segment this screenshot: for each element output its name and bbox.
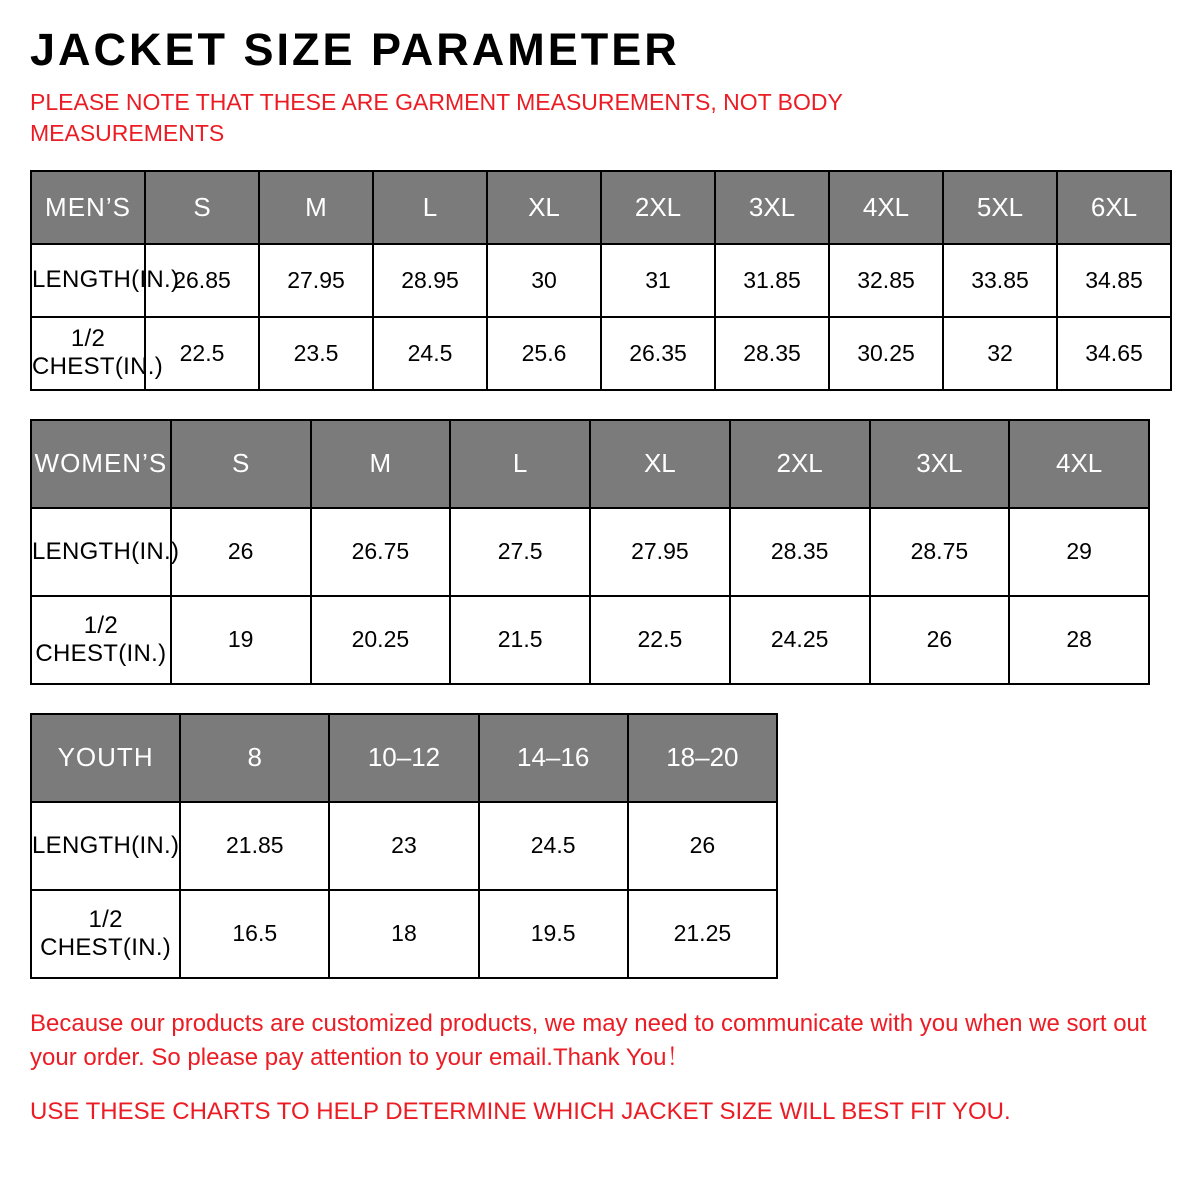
womens-cell: 28	[1009, 596, 1149, 684]
womens-cell: 22.5	[590, 596, 730, 684]
youth-cell: 16.5	[180, 890, 329, 978]
table-row	[31, 244, 1171, 317]
womens-cell: 26	[870, 596, 1010, 684]
youth-size-header: 18–20	[628, 714, 777, 802]
mens-size-header: 6XL	[1057, 171, 1171, 244]
youth-table-label: YOUTH	[31, 714, 180, 802]
youth-cell: 24.5	[479, 802, 628, 890]
measurement-note: PLEASE NOTE THAT THESE ARE GARMENT MEASUREMENTS, NOT BODY MEASUREMENTS	[30, 89, 843, 146]
mens-size-header: 3XL	[715, 171, 829, 244]
table-row	[31, 802, 777, 890]
womens-row-label: 1/2 CHEST(IN.)	[31, 596, 171, 684]
womens-size-header: 4XL	[1009, 420, 1149, 508]
womens-size-header: M	[311, 420, 451, 508]
table-row	[31, 508, 1149, 596]
mens-cell: 26.85	[145, 244, 259, 317]
womens-cell: 27.5	[450, 508, 590, 596]
mens-cell: 30.25	[829, 317, 943, 390]
table-row	[31, 890, 777, 978]
mens-size-header: S	[145, 171, 259, 244]
youth-size-table	[30, 713, 778, 979]
mens-size-table	[30, 170, 1172, 391]
mens-cell: 28.95	[373, 244, 487, 317]
mens-cell: 23.5	[259, 317, 373, 390]
mens-size-header: 2XL	[601, 171, 715, 244]
mens-row-label: 1/2 CHEST(IN.)	[31, 317, 145, 390]
mens-table-label: MEN’S	[31, 171, 145, 244]
mens-cell: 24.5	[373, 317, 487, 390]
womens-cell: 26	[171, 508, 311, 596]
youth-size-header: 10–12	[329, 714, 478, 802]
womens-size-header: L	[450, 420, 590, 508]
youth-cell: 21.25	[628, 890, 777, 978]
womens-cell: 28.35	[730, 508, 870, 596]
mens-size-header: XL	[487, 171, 601, 244]
table-header-row	[31, 171, 1171, 244]
mens-cell: 34.85	[1057, 244, 1171, 317]
page-title: JACKET SIZE PARAMETER	[30, 24, 680, 75]
womens-cell: 20.25	[311, 596, 451, 684]
footer-customization-note: Because our products are customized products, we may need to communicate with you when we sort out your order. So please pay attention to your email.Thank You！	[30, 1009, 1147, 1072]
mens-row-label: LENGTH(IN.)	[31, 244, 145, 317]
table-row	[31, 317, 1171, 390]
womens-cell: 27.95	[590, 508, 730, 596]
table-header-row	[31, 714, 777, 802]
mens-cell: 32	[943, 317, 1057, 390]
mens-cell: 31	[601, 244, 715, 317]
footer-chart-usage-note: USE THESE CHARTS TO HELP DETERMINE WHICH JACKET SIZE WILL BEST FIT YOU.	[30, 1098, 1011, 1126]
womens-size-header: 3XL	[870, 420, 1010, 508]
youth-row-label: 1/2 CHEST(IN.)	[31, 890, 180, 978]
youth-size-header: 14–16	[479, 714, 628, 802]
womens-size-header: 2XL	[730, 420, 870, 508]
youth-cell: 26	[628, 802, 777, 890]
womens-row-label: LENGTH(IN.)	[31, 508, 171, 596]
womens-cell: 29	[1009, 508, 1149, 596]
table-row	[31, 596, 1149, 684]
mens-cell: 26.35	[601, 317, 715, 390]
mens-cell: 27.95	[259, 244, 373, 317]
womens-size-header: S	[171, 420, 311, 508]
mens-cell: 28.35	[715, 317, 829, 390]
table-header-row	[31, 420, 1149, 508]
womens-cell: 19	[171, 596, 311, 684]
youth-cell: 19.5	[479, 890, 628, 978]
womens-table-label: WOMEN’S	[31, 420, 171, 508]
womens-cell: 21.5	[450, 596, 590, 684]
youth-cell: 23	[329, 802, 478, 890]
youth-row-label: LENGTH(IN.)	[31, 802, 180, 890]
youth-cell: 18	[329, 890, 478, 978]
womens-size-header: XL	[590, 420, 730, 508]
womens-cell: 24.25	[730, 596, 870, 684]
mens-cell: 33.85	[943, 244, 1057, 317]
mens-cell: 31.85	[715, 244, 829, 317]
mens-cell: 32.85	[829, 244, 943, 317]
mens-size-header: 4XL	[829, 171, 943, 244]
mens-cell: 30	[487, 244, 601, 317]
womens-size-table	[30, 419, 1150, 685]
footer-notes	[30, 1007, 1170, 1129]
mens-cell: 25.6	[487, 317, 601, 390]
mens-size-header: L	[373, 171, 487, 244]
womens-cell: 26.75	[311, 508, 451, 596]
youth-size-header: 8	[180, 714, 329, 802]
mens-cell: 34.65	[1057, 317, 1171, 390]
mens-size-header: 5XL	[943, 171, 1057, 244]
womens-cell: 28.75	[870, 508, 1010, 596]
youth-cell: 21.85	[180, 802, 329, 890]
mens-cell: 22.5	[145, 317, 259, 390]
mens-size-header: M	[259, 171, 373, 244]
